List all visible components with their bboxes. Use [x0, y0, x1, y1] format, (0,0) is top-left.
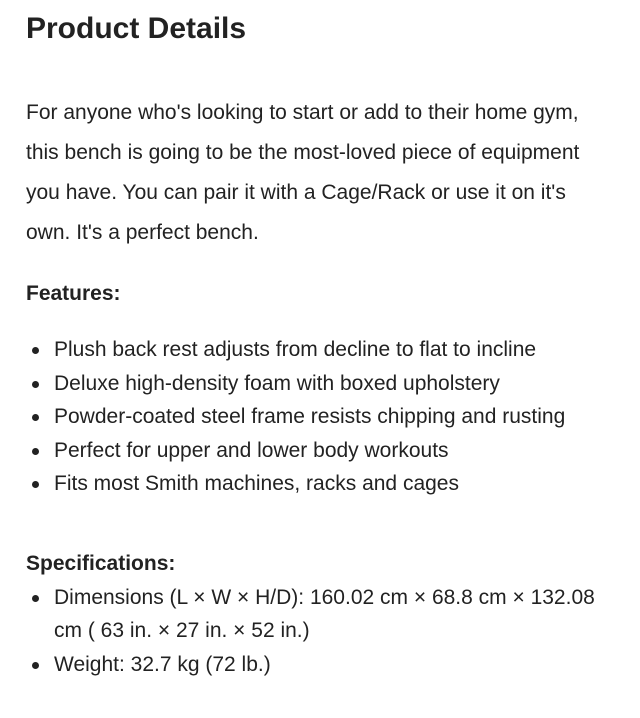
specifications-heading: Specifications:: [26, 551, 176, 575]
list-item: Dimensions (L × W × H/D): 160.02 cm × 68.8 cm × 132.08 cm ( 63 in. × 27 in. × 52 in.): [26, 581, 614, 648]
list-item: Perfect for upper and lower body workouts: [26, 434, 614, 468]
features-list: [26, 333, 614, 501]
page-title: Product Details: [26, 12, 247, 45]
list-item: Weight: 32.7 kg (72 lb.): [26, 648, 614, 682]
list-item: Deluxe high-density foam with boxed upholstery: [26, 367, 614, 401]
features-heading: Features:: [26, 282, 121, 305]
specifications-list: [26, 581, 614, 682]
list-item: Fits most Smith machines, racks and cages: [26, 467, 614, 501]
product-description: For anyone who's looking to start or add to their home gym, this bench is going to be the most-loved piece of equipment you have. You can pair it with a Cage/Rack or use it on it's own. It's a perfect bench.: [26, 101, 580, 244]
list-item: Plush back rest adjusts from decline to flat to incline: [26, 333, 614, 367]
list-item: Powder-coated steel frame resists chipping and rusting: [26, 400, 614, 434]
